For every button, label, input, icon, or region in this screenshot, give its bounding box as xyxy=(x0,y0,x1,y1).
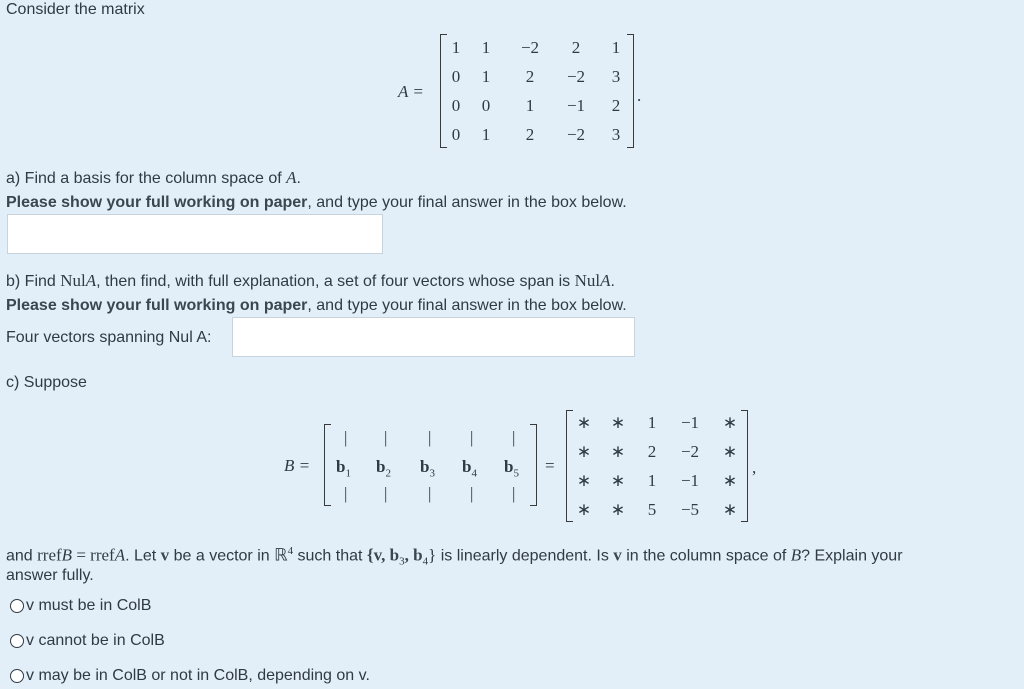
text-vec: be a vector in xyxy=(169,547,275,565)
matrix-a-cell: 1 xyxy=(481,125,491,144)
part-a-instruction xyxy=(6,193,627,213)
text-v: v xyxy=(160,545,170,565)
matrix-a-cell: −2 xyxy=(520,38,540,57)
rref-cell: ∗ xyxy=(610,442,626,461)
text-set-sub4: 4 xyxy=(422,555,429,568)
rref-cell: ∗ xyxy=(576,442,592,461)
text-b-var: B xyxy=(61,545,73,565)
rref-cell: 2 xyxy=(647,442,657,461)
matrix-b-column-5 xyxy=(504,457,519,483)
text-a-var: A xyxy=(114,545,126,565)
part-b-instruction-bold: Please show your full working on paper xyxy=(6,297,308,314)
text-rref-b: rref xyxy=(37,545,62,565)
rref-cell: ∗ xyxy=(576,500,592,519)
text-set-sub3: 3 xyxy=(399,555,405,568)
option-3-label: v may be in ColB or not in ColB, depending on v. xyxy=(26,667,370,684)
option-2-radio[interactable] xyxy=(10,634,24,648)
text-in: in the column space of xyxy=(621,547,791,565)
option-3[interactable] xyxy=(10,666,430,686)
rref-cell: ∗ xyxy=(610,500,626,519)
matrix-b-column-1 xyxy=(336,457,351,483)
part-a-question-prefix: a) Find a basis for the column space of xyxy=(6,170,287,187)
matrix-a-cell: −2 xyxy=(566,67,586,86)
matrix-b-column-letter: b xyxy=(462,457,472,476)
matrix-b-bar-bottom: | xyxy=(344,484,348,503)
text-exp-4: 4 xyxy=(287,545,294,557)
matrix-b-bar-bottom: | xyxy=(428,484,432,503)
matrix-b-bar-bottom: | xyxy=(512,484,516,503)
part-b-q-mid: , then find, with full explanation, a set of four vectors whose span is xyxy=(96,273,575,290)
matrix-b-column-3 xyxy=(420,457,435,483)
text-v2: v xyxy=(613,545,622,565)
matrix-a-cell: 0 xyxy=(481,96,491,115)
part-a-instruction-rest: , and type your final answer in the box below. xyxy=(307,194,627,211)
matrix-b-bar-top: | xyxy=(344,428,348,447)
part-c-title: c) Suppose xyxy=(6,374,87,391)
part-b-nul-2: Nul xyxy=(574,271,601,290)
rref-cell: 1 xyxy=(647,413,657,432)
part-b-q-prefix: b) Find xyxy=(6,273,61,290)
matrix-b-column-index: 4 xyxy=(471,467,477,480)
rref-cell: ∗ xyxy=(610,471,626,490)
matrix-b-bar-bottom: | xyxy=(470,484,474,503)
text-set-mid: , b xyxy=(404,545,423,565)
matrix-a-cell: 2 xyxy=(525,125,535,144)
matrix-b-left-bracket xyxy=(324,424,331,506)
matrix-b-column-index: 3 xyxy=(429,467,435,480)
matrix-a-cell: −1 xyxy=(566,96,586,115)
rref-comma: , xyxy=(752,458,757,477)
rref-cell: ∗ xyxy=(576,471,592,490)
rref-cell: −5 xyxy=(680,500,700,519)
matrix-b-right-bracket xyxy=(530,424,537,506)
part-b-answer-input[interactable] xyxy=(233,318,634,356)
part-a-answer-input[interactable] xyxy=(8,215,382,253)
matrix-b-bar-top: | xyxy=(428,428,432,447)
text-set-end: } xyxy=(428,545,437,565)
matrix-b-bar-top: | xyxy=(512,428,516,447)
rref-cell: ∗ xyxy=(722,500,738,519)
part-a-suffix: . xyxy=(296,170,301,187)
matrix-b-column-letter: b xyxy=(504,457,514,476)
matrix-b-column-letter: b xyxy=(336,457,346,476)
matrix-a-cell: 1 xyxy=(611,38,621,57)
rref-cell: 1 xyxy=(647,471,657,490)
part-a-answer-box xyxy=(7,214,383,254)
matrix-b-label: B = xyxy=(284,456,311,475)
option-1-radio[interactable] xyxy=(10,599,24,613)
matrix-b-bar-bottom: | xyxy=(384,484,388,503)
rref-cell: ∗ xyxy=(722,471,738,490)
matrix-b-bar-top: | xyxy=(470,428,474,447)
matrix-a-cell: −2 xyxy=(566,125,586,144)
matrix-a-cell: 1 xyxy=(525,96,535,115)
text-reals: ℝ xyxy=(274,545,288,565)
text-and: and xyxy=(6,547,38,565)
option-3-radio[interactable] xyxy=(10,669,24,683)
text-dep: is linearly dependent. Is xyxy=(436,547,614,565)
rref-cell: −1 xyxy=(680,413,700,432)
part-b-var-1: A xyxy=(85,271,97,290)
rref-cell: 5 xyxy=(647,500,657,519)
matrix-b-column-letter: b xyxy=(376,457,386,476)
matrix-b-column-index: 2 xyxy=(385,467,391,480)
option-1[interactable] xyxy=(10,596,210,616)
rref-cell: ∗ xyxy=(576,413,592,432)
option-1-label: v must be in ColB xyxy=(26,597,152,614)
matrix-a-cell: 0 xyxy=(451,96,461,115)
part-b-var-2: A xyxy=(600,271,611,290)
part-b-answer-label: Four vectors spanning Nul A: xyxy=(6,329,212,346)
option-2-label: v cannot be in ColB xyxy=(26,632,165,649)
matrix-b-column-4 xyxy=(462,457,477,483)
part-b-question xyxy=(6,271,615,292)
rref-cell: ∗ xyxy=(610,413,626,432)
text-explain: ? Explain your xyxy=(801,547,903,565)
matrix-a-cell: 1 xyxy=(481,67,491,86)
rref-cell: ∗ xyxy=(722,442,738,461)
matrix-a-label: A = xyxy=(398,82,424,101)
matrix-b-column-letter: b xyxy=(420,457,430,476)
part-c-statement-line2: answer fully. xyxy=(6,567,94,584)
rref-cell: ∗ xyxy=(722,413,738,432)
matrix-a-period: . xyxy=(637,86,642,105)
option-2[interactable] xyxy=(10,631,210,651)
part-b-answer-box xyxy=(232,317,635,357)
text-rref-a: rref xyxy=(90,545,115,565)
rref-cell: −2 xyxy=(680,442,700,461)
matrix-a-cell: 3 xyxy=(611,125,621,144)
part-b-nul-1: Nul xyxy=(60,271,86,290)
matrix-a-cell: 0 xyxy=(451,67,461,86)
text-such: such that xyxy=(293,547,367,565)
matrix-b-column-2 xyxy=(376,457,391,483)
matrix-a-cell: 2 xyxy=(571,38,581,57)
matrix-b-column-index: 5 xyxy=(513,467,519,480)
matrix-a-cell: 1 xyxy=(451,38,461,57)
matrix-a-cell: 1 xyxy=(481,38,491,57)
text-b2: B xyxy=(790,545,802,565)
part-b-q-end: . xyxy=(610,273,615,290)
text-set: {v, b xyxy=(366,545,400,565)
part-a-question xyxy=(6,168,301,189)
part-a-instruction-bold: Please show your full working on paper xyxy=(6,194,308,211)
part-c-statement-line1 xyxy=(6,541,903,572)
matrix-a-cell: 2 xyxy=(611,96,621,115)
part-b-instruction xyxy=(6,296,627,316)
matrix-b-equals: = xyxy=(545,456,555,475)
rref-cell: −1 xyxy=(680,471,700,490)
matrix-a-cell: 3 xyxy=(611,67,621,86)
intro-text: Consider the matrix xyxy=(6,1,145,18)
part-b-instruction-rest: , and type your final answer in the box below. xyxy=(307,297,627,314)
matrix-b-bar-top: | xyxy=(384,428,388,447)
matrix-a-cell: 0 xyxy=(451,125,461,144)
part-a-var: A xyxy=(286,168,297,187)
matrix-a-cell: 2 xyxy=(525,67,535,86)
text-let: . Let xyxy=(125,547,161,565)
matrix-b-column-index: 1 xyxy=(345,467,351,480)
text-equals: = xyxy=(72,545,91,565)
